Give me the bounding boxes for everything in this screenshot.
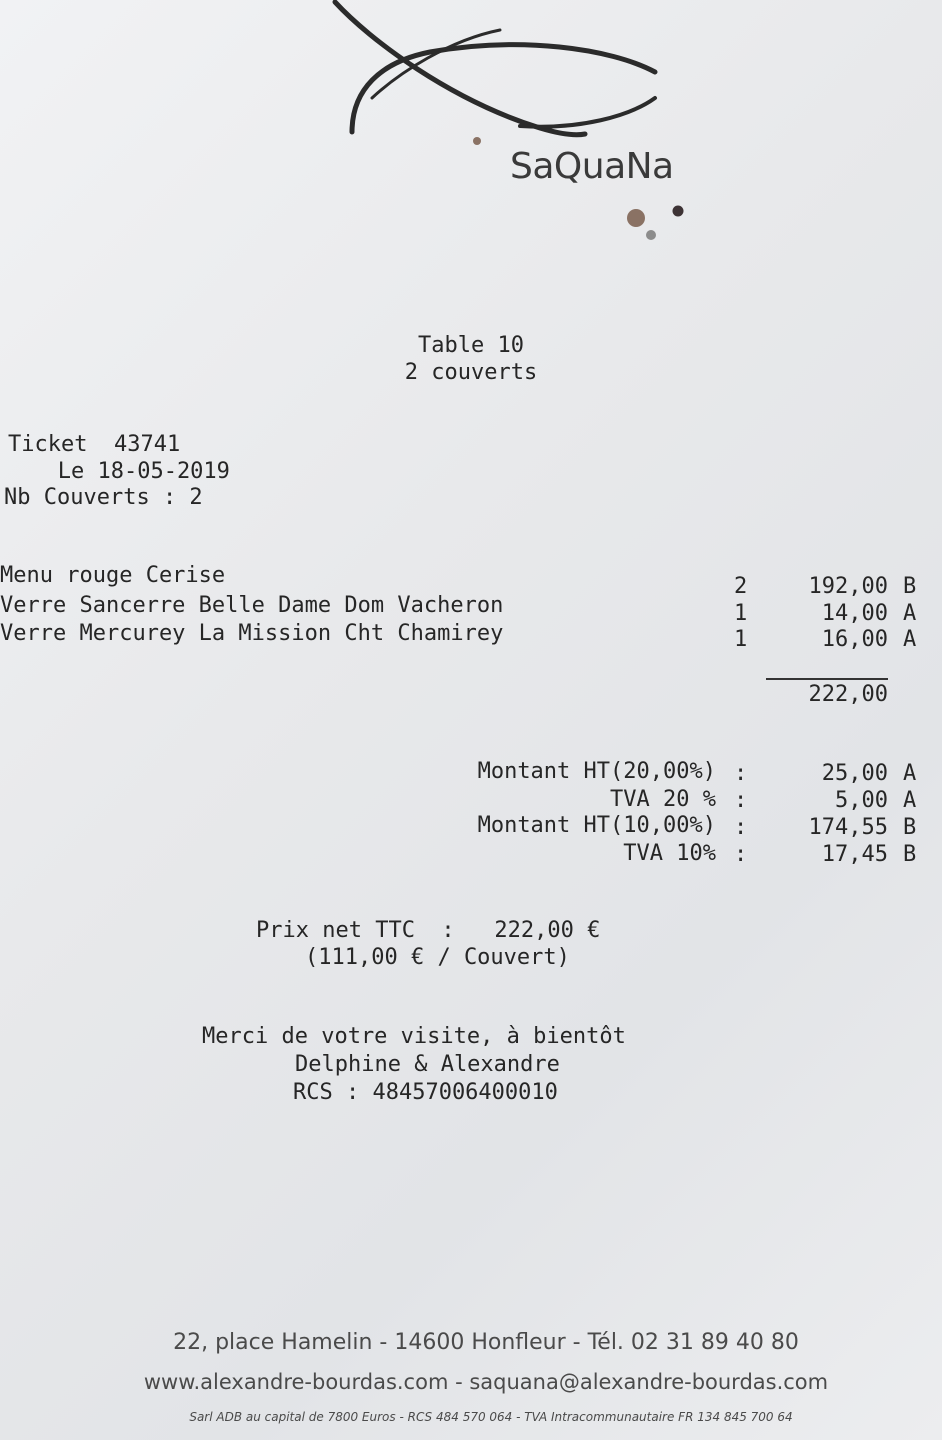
item-qty: 1 [734,601,748,626]
tax-code: A [903,788,917,813]
tax-colon: : [734,815,748,840]
tax-colon: : [734,761,748,786]
subtotal-value: 222,00 [808,682,888,707]
item-tax-code: A [903,627,917,652]
item-name: Menu rouge Cerise [0,563,226,588]
tax-label: TVA 10% [623,841,716,866]
tax-label: Montant HT(20,00%) [477,759,716,784]
tax-code: B [903,815,917,840]
saquana-logo-icon [0,0,942,260]
item-price: 192,00 [808,574,888,599]
footer-legal: Sarl ADB au capital de 7800 Euros - RCS 484 570 064 - TVA Intracommunautaire FR 134 845 700 64 [189,1410,793,1424]
item-qty: 1 [734,627,748,652]
thanks-signature: Delphine & Alexandre [295,1052,560,1077]
tax-code: A [903,761,917,786]
tax-colon: : [734,842,748,867]
ticket-number: Ticket 43741 [8,432,181,457]
tax-label: Montant HT(10,00%) [477,813,716,838]
rcs-number: RCS : 48457006400010 [293,1080,558,1105]
item-qty: 2 [734,574,748,599]
total-per-cover: (111,00 € / Couvert) [305,945,570,970]
ticket-covers: Nb Couverts : 2 [4,485,203,510]
total-ttc: Prix net TTC : 222,00 € [256,918,601,943]
tax-value: 174,55 [808,815,888,840]
tax-value: 17,45 [821,842,888,867]
tax-code: B [903,842,917,867]
tax-colon: : [734,788,748,813]
subtotal-divider [766,678,888,680]
table-number: Table 10 [418,333,524,358]
item-price: 16,00 [821,627,888,652]
footer-address: 22, place Hamelin - 14600 Honfleur - Tél. 02 31 89 40 80 [173,1330,799,1355]
item-tax-code: B [903,574,917,599]
item-tax-code: A [903,601,917,626]
footer-web: www.alexandre-bourdas.com - saquana@alexandre-bourdas.com [143,1370,829,1394]
thanks-message: Merci de votre visite, à bientôt [202,1024,626,1049]
table-covers: 2 couverts [404,360,538,385]
tax-value: 25,00 [821,761,888,786]
item-name: Verre Mercurey La Mission Cht Chamirey [0,621,504,646]
ticket-date: Le 18-05-2019 [18,459,230,484]
item-price: 14,00 [821,601,888,626]
item-name: Verre Sancerre Belle Dame Dom Vacheron [0,593,504,618]
tax-label: TVA 20 % [610,787,716,812]
brand-name: SaQuaNa [510,146,674,187]
tax-value: 5,00 [835,788,888,813]
